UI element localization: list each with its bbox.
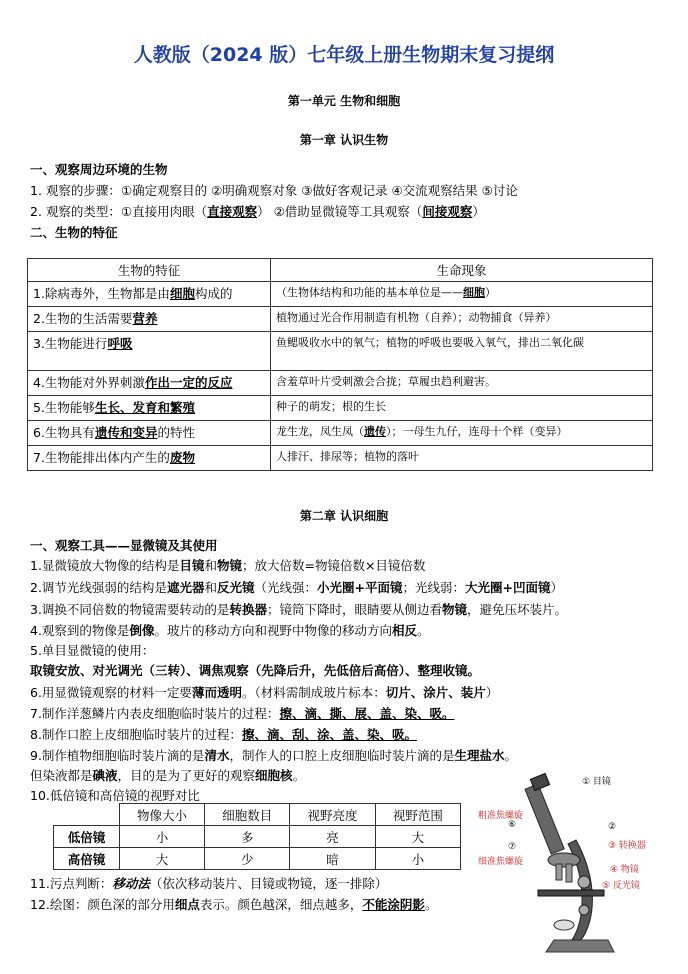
label-7: ⑦ (508, 842, 517, 852)
table-row (28, 282, 653, 307)
table-cell: 亮 (290, 826, 375, 848)
note-line (30, 766, 305, 784)
microscope-icon (476, 770, 676, 970)
table-cell: 大 (119, 848, 204, 870)
phenomenon-cell (271, 282, 653, 307)
keyword: 转换器 (229, 602, 267, 617)
unit-title: 第一单元 生物和细胞 (287, 94, 401, 108)
keyword: 间接观察 (422, 204, 473, 219)
text: 6.生物具有 (33, 425, 95, 440)
note-line (30, 895, 437, 913)
keyword: 擦、滴、撕、展、盖、染、吸。 (279, 706, 455, 721)
keyword: 清水 (204, 748, 230, 763)
keyword: 遗传 (364, 425, 386, 438)
table-header: 生命现象 (271, 259, 653, 282)
keyword: 反光镜 (216, 580, 255, 595)
text: （光线强： (254, 580, 317, 595)
text: 7.制作洋葱鳞片内表皮细胞临时装片的过程： (30, 706, 280, 721)
text: 11.污点判断： (30, 876, 113, 891)
table-header: 生物的特征 (28, 259, 271, 282)
keyword: 物镜 (216, 558, 242, 573)
text: 。 (292, 768, 306, 783)
keyword: 目镜 (179, 558, 205, 573)
table-row (28, 396, 653, 421)
text: ） ②借助显微镜等工具观察（ (257, 204, 423, 219)
text: 。玻片的移动方向和视野中物像的移动方向 (154, 623, 392, 638)
text: 3.调换不同倍数的物镜需要转动的是 (30, 602, 230, 617)
text: ） (485, 286, 496, 299)
keyword: 细胞 (463, 286, 485, 299)
chapter-2-title: 第二章 认识细胞 (299, 509, 389, 523)
table-header: 物像大小 (119, 804, 204, 826)
table-row (28, 332, 653, 371)
observe-steps: 1. 观察的步骤：①确定观察目的 ②明确观察对象 ③做好客观记录 ④交流观察结果 ⑤讨论 (30, 183, 518, 198)
keyword: 细胞核 (255, 768, 293, 783)
note-line: 10.低倍镜和高倍镜的视野对比 (30, 788, 200, 803)
text: ） (485, 685, 499, 700)
text: 4.观察到的物像是 (30, 623, 130, 638)
table-cell: 小 (119, 826, 204, 848)
text: 。 (424, 897, 438, 912)
table-cell: 少 (205, 848, 290, 870)
label-coarse-focus: 粗准焦螺旋 (478, 811, 524, 821)
keyword: 废物 (169, 450, 195, 465)
table-row (28, 446, 653, 471)
text: 9.制作植物细胞临时装片滴的是 (30, 748, 205, 763)
label-eyepiece: ① 目镜 (582, 777, 611, 787)
keyword: 物镜 (441, 602, 467, 617)
row-label: 高倍镜 (54, 848, 120, 870)
note-line (30, 600, 567, 618)
table-header: 视野范围 (375, 804, 460, 826)
feature-cell (28, 307, 271, 332)
table-row (28, 307, 653, 332)
phenomenon-cell (271, 421, 653, 446)
label-6: ⑥ (508, 820, 517, 830)
phenomenon-cell: 种子的萌发；根的生长 (271, 396, 653, 421)
phenomenon-cell: 人排汗、排尿等；植物的落叶 (271, 446, 653, 471)
note-line: 5.单目显微镜的使用： (30, 643, 155, 658)
characteristics-table (27, 258, 653, 471)
text: ） (472, 204, 485, 219)
text: （依次移动装片、目镜或物镜，逐一排除） (149, 876, 388, 891)
text: ） (550, 580, 563, 595)
text: ；放大倍数=物镜倍数×目镜倍数 (241, 558, 426, 573)
feature-cell (28, 332, 271, 371)
feature-cell (28, 421, 271, 446)
label-mirror: ⑤ 反光镜 (602, 881, 640, 891)
text: 龙生龙，凤生凤（ (276, 425, 364, 438)
note-line (30, 746, 517, 764)
page-title: 人教版（2024 版）七年级上册生物期末复习提纲 (133, 44, 555, 66)
text: 。 (504, 748, 517, 763)
keyword: 擦、滴、刮、涂、盖、染、吸。 (241, 727, 417, 742)
note-line (30, 683, 498, 701)
table-cell: 多 (205, 826, 290, 848)
text: 2.调节光线强弱的结构是 (30, 580, 167, 595)
keyword: 作出一定的反应 (144, 375, 233, 390)
feature-cell (28, 446, 271, 471)
row-label: 低倍镜 (54, 826, 120, 848)
keyword: 相反 (391, 623, 417, 638)
section-heading: 二、生物的特征 (30, 225, 118, 240)
table-corner (54, 804, 120, 826)
keyword: 遗传和变异 (94, 425, 158, 440)
text: ；光线弱： (402, 580, 465, 595)
keyword: 不能涂阴影 (362, 897, 425, 912)
text: 。 (416, 623, 430, 638)
text: 8.制作口腔上皮细胞临时装片的过程： (30, 727, 242, 742)
text: 1.除病毒外，生物都是由 (33, 286, 170, 301)
keyword: 呼吸 (107, 336, 133, 351)
table-row (54, 848, 461, 870)
section-heading: 一、观察周边环境的生物 (30, 162, 168, 177)
text: ）；一母生九仔，连母十个样（变异） (386, 425, 568, 438)
microscope-diagram (476, 770, 676, 970)
text: 构成的 (194, 286, 233, 301)
text: 的特性 (157, 425, 195, 440)
keyword: 遮光器 (166, 580, 205, 595)
text: ；镜筒下降时，眼睛要从侧边看 (266, 602, 442, 617)
keyword: 切片、涂片、装片 (385, 685, 486, 700)
chapter-1-title: 第一章 认识生物 (299, 133, 389, 147)
text: （生物体结构和功能的基本单位是—— (276, 286, 463, 299)
text: ，目的是为了更好的观察 (117, 768, 256, 783)
text: 3.生物能进行 (33, 336, 108, 351)
table-row (28, 371, 653, 396)
text: ，避免压坏装片。 (466, 602, 567, 617)
label-2: ② (608, 822, 617, 832)
feature-cell (28, 371, 271, 396)
text: 。（材料需制成玻片标本： (241, 685, 386, 700)
text: 2. 观察的类型：①直接用肉眼（ (30, 204, 208, 219)
label-fine-focus: 细准焦螺旋 (478, 857, 524, 867)
keyword: 大光圈+凹面镜 (465, 580, 551, 595)
keyword: 营养 (132, 311, 158, 326)
feature-cell (28, 282, 271, 307)
table-cell: 小 (375, 848, 460, 870)
text: 和 (204, 580, 217, 595)
phenomenon-cell: 含羞草叶片受刺激会合拢；草履虫趋利避害。 (271, 371, 653, 396)
observe-types (30, 202, 485, 220)
keyword: 直接观察 (207, 204, 258, 219)
text: 2.生物的生活需要 (33, 311, 133, 326)
keyword: 小光圈+平面镜 (317, 580, 403, 595)
keyword: 碘液 (92, 768, 118, 783)
phenomenon-cell: 鱼鳃吸收水中的氧气；植物的呼吸也要吸入氧气，排出二氧化碳 (271, 332, 653, 371)
label-objective: ④ 物镜 (610, 865, 639, 875)
table-row (28, 421, 653, 446)
table-header: 视野亮度 (290, 804, 375, 826)
text: 表示。颜色越深，细点越多， (199, 897, 363, 912)
text: 12.绘图：颜色深的部分用 (30, 897, 175, 912)
phenomenon-cell: 植物通过光合作用制造有机物（自养）；动物捕食（异养） (271, 307, 653, 332)
magnification-compare-table (53, 803, 461, 870)
text: 4.生物能对外界刺激 (33, 375, 145, 390)
keyword: 生长、发育和繁殖 (94, 400, 195, 415)
keyword: 细胞 (169, 286, 195, 301)
text: 6.用显微镜观察的材料一定要 (30, 685, 192, 700)
section-heading: 一、观察工具——显微镜及其使用 (30, 538, 218, 553)
text: 1.显微镜放大物像的结构是 (30, 558, 180, 573)
text: 但染液都是 (30, 768, 93, 783)
note-line (30, 621, 430, 639)
note-line (30, 704, 454, 722)
text: 5.生物能够 (33, 400, 95, 415)
keyword: 移动法 (112, 876, 150, 891)
text: ，制作人的口腔上皮细胞临时装片滴的是 (229, 748, 455, 763)
note-line: 取镜安放、对光调光（三转）、调焦观察（先降后升，先低倍后高倍）、整理收镜。 (30, 663, 481, 678)
note-line (30, 578, 563, 596)
keyword: 倒像 (129, 623, 155, 638)
label-converter: ③ 转换器 (608, 841, 646, 851)
table-cell: 大 (375, 826, 460, 848)
table-row (54, 826, 461, 848)
note-line (30, 874, 387, 892)
text: 和 (204, 558, 217, 573)
keyword: 生理盐水 (454, 748, 505, 763)
keyword: 细点 (174, 897, 200, 912)
keyword: 薄而透明 (191, 685, 242, 700)
note-line (30, 556, 425, 574)
feature-cell (28, 396, 271, 421)
table-cell: 暗 (290, 848, 375, 870)
note-line (30, 725, 417, 743)
text: 7.生物能排出体内产生的 (33, 450, 170, 465)
table-header: 细胞数目 (205, 804, 290, 826)
